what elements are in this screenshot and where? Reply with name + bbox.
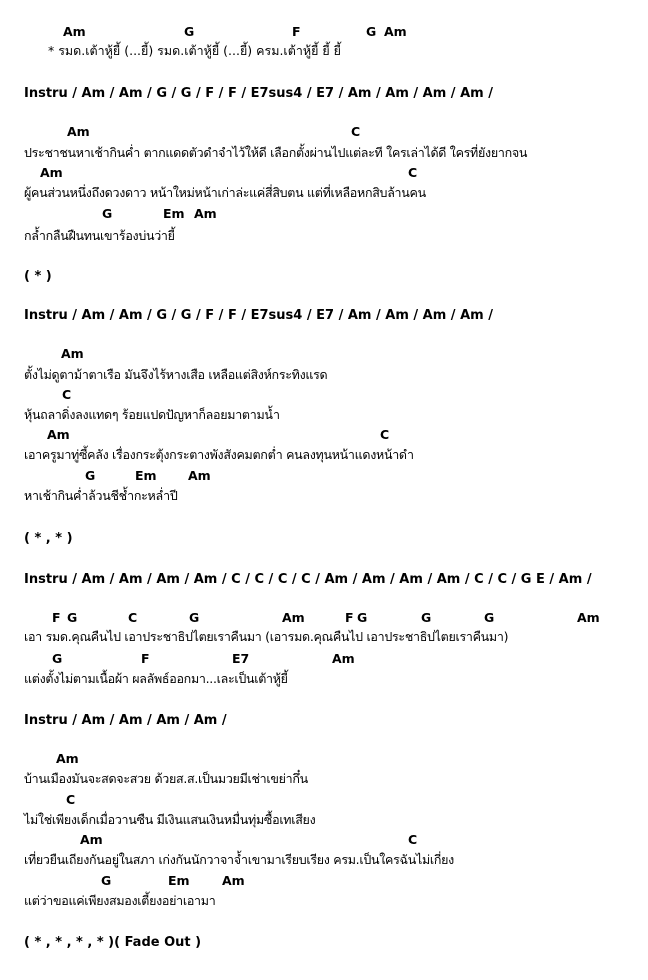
lyric-line: เอา รมด.คุณคืนไป เอาประชาธิปไตยเราคืนมา (เอารมด.คุณคืนไป เอาประชาธิปไตยเราคืนมา) xyxy=(24,629,509,644)
chord: Em xyxy=(163,206,185,221)
lyric-line: ตั้งไม่ดูตาม้าตาเรือ มันจึงไร้หางเสือ เหลือแต่สิงห์กระทิงแรด xyxy=(24,367,328,382)
chord: G xyxy=(484,610,495,625)
chord: Am xyxy=(40,165,63,180)
chord: F xyxy=(292,24,301,39)
chord-line xyxy=(0,206,648,222)
chord: G xyxy=(85,468,96,483)
chord: C xyxy=(351,124,361,139)
chord-line xyxy=(0,468,648,484)
chord-line xyxy=(0,387,648,403)
chord: G xyxy=(357,610,368,625)
chord: F xyxy=(52,610,61,625)
chord-line xyxy=(0,124,648,140)
lyric-line: กล้ำกลืนฝืนทนเขาร้องบ่นว่ายี้ xyxy=(24,228,175,243)
chord-line xyxy=(0,165,648,181)
repeat-marker: ( * ) xyxy=(24,269,52,284)
chord: Am xyxy=(80,832,103,847)
chord: Am xyxy=(188,468,211,483)
chord: G xyxy=(421,610,432,625)
lyric-line: ประชาชนหาเช้ากินค่ำ ตากแดดตัวดำจำไว้ให้ดี เลือกตั้งผ่านไปแต่ละที ใครเล่าได้ดี ใครที่ยังยากจน xyxy=(24,145,528,160)
chord: Am xyxy=(194,206,217,221)
chord: F xyxy=(141,651,150,666)
instrumental-line: Instru / Am / Am / Am / Am / C / C / C / C / Am / Am / Am / Am / C / C / G E / Am / xyxy=(24,572,592,587)
chord-line xyxy=(0,751,648,767)
lyric-line: หุ้นถลาดิ่งลงแทดๆ ร้อยแปดปัญหาก็ลอยมาตามน้ำ xyxy=(24,407,280,422)
chord-line xyxy=(0,873,648,889)
chord-line xyxy=(0,651,648,667)
chord-line xyxy=(0,427,648,443)
chord: C xyxy=(62,387,72,402)
chord: G xyxy=(102,206,113,221)
lyric-line: ไม่ใช่เพียงเด็กเมื่อวานซืน มีเงินแสนเงินหมื่นทุ่มซื้อเทเสียง xyxy=(24,812,316,827)
lyric-line: หาเช้ากินค่ำล้วนชีช้ำกะหล่ำปี xyxy=(24,488,178,503)
chord-line xyxy=(0,346,648,362)
chord: Am xyxy=(61,346,84,361)
chord: G xyxy=(52,651,63,666)
chord-line xyxy=(0,610,648,626)
chord: E7 xyxy=(232,651,250,666)
chord: Em xyxy=(135,468,157,483)
lyric-line: แต่ว่าขอแค่เพียงสมองเตี้ยงอย่าเอามา xyxy=(24,893,216,908)
ending-marker: ( * , * , * , * )( Fade Out ) xyxy=(24,935,202,950)
chord: G xyxy=(67,610,78,625)
chord: G xyxy=(101,873,112,888)
repeat-marker: ( * , * ) xyxy=(24,531,73,546)
lyric-line: เที่ยวยืนเถียงกันอยู่ในสภา เก่งกันนักวาจาจ้ำเขามาเรียบเรียง ครม.เป็นใครฉันไม่เกี่ยง xyxy=(24,852,454,867)
chord: C xyxy=(380,427,390,442)
chord: C xyxy=(66,792,76,807)
chord: Am xyxy=(47,427,70,442)
chorus-lyric: * รมด.เต้าหู้ยี้ (...ยี้) รมด.เต้าหู้ยี้ (...ยี้) ครม.เต้าหู้ยี้ ยี้ ยี้ xyxy=(48,43,342,58)
chord-line xyxy=(0,832,648,848)
instrumental-line: Instru / Am / Am / G / G / F / F / E7sus4 / E7 / Am / Am / Am / Am / xyxy=(24,308,493,323)
chord: Am xyxy=(332,651,355,666)
chord: Am xyxy=(56,751,79,766)
lyric-line: ผู้คนส่วนหนึ่งถึงดวงดาว หน้าใหม่หน้าเก่าล่ะแค่สี่สิบตน แต่ที่เหลือหกสิบล้านคน xyxy=(24,185,426,200)
instrumental-line: Instru / Am / Am / Am / Am / xyxy=(24,713,227,728)
chord: Am xyxy=(384,24,407,39)
chord: C xyxy=(408,832,418,847)
chord: Am xyxy=(63,24,86,39)
chord: G xyxy=(184,24,195,39)
lyric-line: แต่งตั้งไม่ตามเนื้อผ้า ผลลัพธ์ออกมา...เละเป็นเต้าหู้ยี้ xyxy=(24,671,288,686)
chord: Am xyxy=(577,610,600,625)
lyric-line: บ้านเมืองมันจะสดจะสวย ด้วยส.ส.เป็นมวยมีเช่าเขย่ากึ๋น xyxy=(24,771,308,786)
chord: G xyxy=(366,24,377,39)
chord: Am xyxy=(67,124,90,139)
chord: C xyxy=(408,165,418,180)
chord-line xyxy=(0,792,648,808)
chord-line xyxy=(0,24,648,40)
lyric-line: เอาครูมาทู่ซี้คลัง เรื่องกระตุ้งกระตางพังสังคมตกต่ำ คนลงทุนหน้าแดงหน้าดำ xyxy=(24,447,414,462)
chord: Em xyxy=(168,873,190,888)
chord: C xyxy=(128,610,138,625)
chord: Am xyxy=(222,873,245,888)
chord: Am xyxy=(282,610,305,625)
instrumental-line: Instru / Am / Am / G / G / F / F / E7sus4 / E7 / Am / Am / Am / Am / xyxy=(24,86,493,101)
chord: F xyxy=(345,610,354,625)
chord: G xyxy=(189,610,200,625)
